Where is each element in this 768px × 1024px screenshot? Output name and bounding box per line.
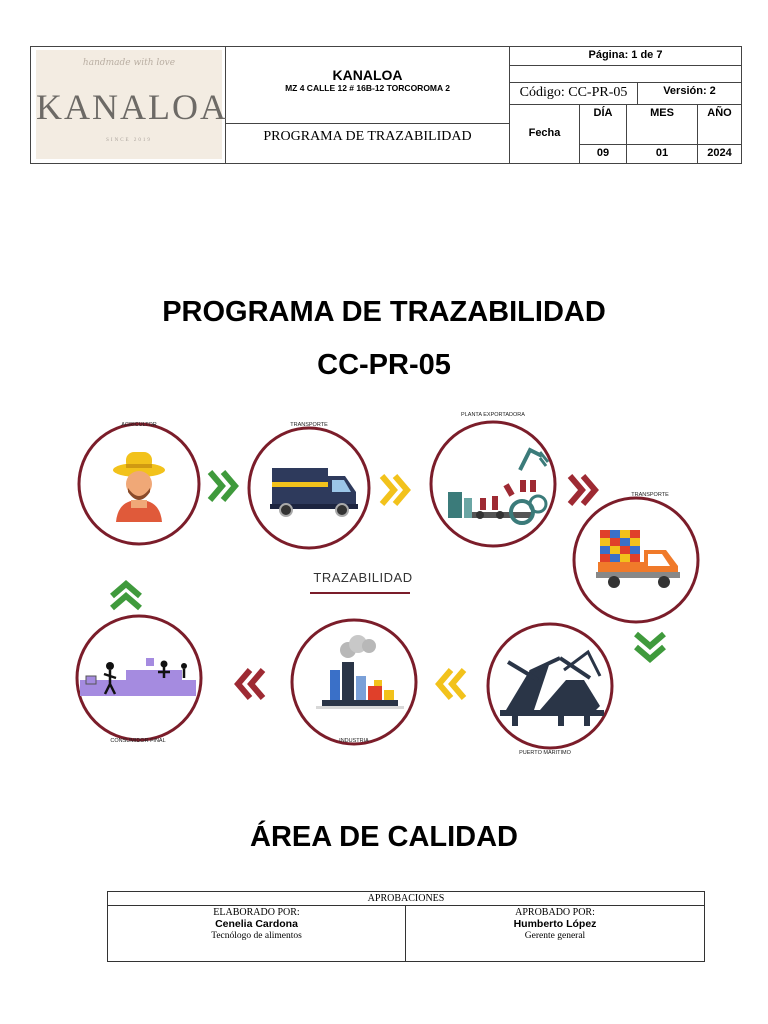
step-label-transport: TRANSPORTE	[290, 422, 328, 428]
chevron-left-icon	[439, 670, 464, 698]
chevron-left-icon	[238, 670, 263, 698]
prepared-by-role: Tecnólogo de alimentos	[211, 931, 302, 941]
doc-title: PROGRAMA DE TRAZABILIDAD	[263, 129, 472, 144]
logo-wordmark: KANALOA	[36, 87, 228, 127]
year-label: AÑO	[707, 107, 732, 119]
chevron-right-icon	[570, 476, 595, 504]
chevron-down-icon	[636, 634, 664, 659]
diagram-center-underline	[310, 592, 410, 594]
logo-cell	[31, 47, 226, 163]
step-label-port: PUERTO MARITIMO	[519, 750, 571, 756]
approvals-heading: APROBACIONES	[108, 892, 704, 906]
approved-by-name: Humberto López	[513, 918, 597, 930]
blank-row	[510, 66, 741, 83]
prepared-by-label: ELABORADO POR:	[213, 907, 300, 918]
diagram-svg	[60, 400, 720, 780]
prepared-by-name: Cenelia Cardona	[215, 918, 298, 930]
doc-title-cell	[226, 123, 510, 163]
code-title: CC-PR-05	[317, 349, 451, 381]
day-label: DÍA	[580, 105, 627, 144]
diagram-center-title: TRAZABILIDAD	[313, 570, 413, 585]
area-title: ÁREA DE CALIDAD	[250, 821, 518, 853]
approved-by-label: APROBADO POR:	[515, 907, 595, 918]
step-circle-industry	[292, 620, 416, 744]
month-label: MES	[627, 105, 698, 144]
company-cell	[226, 47, 510, 123]
approved-by-cell	[406, 905, 704, 961]
day-value: 09	[580, 144, 627, 163]
document-version: Versión: 2	[638, 83, 741, 105]
document-code: Código: CC-PR-05	[510, 83, 638, 105]
prepared-by-cell	[108, 905, 406, 961]
approvals-table	[107, 891, 705, 962]
month-value: 01	[627, 144, 698, 163]
step-circle-plant	[431, 422, 555, 546]
chevron-up-icon	[112, 584, 140, 608]
main-title: PROGRAMA DE TRAZABILIDAD	[162, 296, 606, 328]
date-label: Fecha	[510, 105, 580, 163]
page-number: Página: 1 de 7	[510, 47, 741, 66]
company-address: MZ 4 CALLE 12 # 16B-12 TORCOROMA 2	[285, 83, 450, 93]
step-circle-transport	[249, 428, 369, 548]
step-circle-port	[488, 624, 612, 748]
step-label-farmer: AGRICULTOR	[121, 422, 157, 428]
step-label-industry: INDUSTRIA	[339, 738, 369, 744]
logo-since: SINCE 2019	[106, 138, 152, 143]
chevron-right-icon	[382, 476, 407, 504]
traceability-diagram	[60, 400, 720, 780]
step-circle-farmer	[79, 424, 199, 544]
approved-by-role: Gerente general	[524, 931, 586, 941]
chevron-right-icon	[210, 472, 235, 500]
company-name: KANALOA	[332, 67, 403, 83]
year-value: 2024	[698, 144, 741, 163]
logo-tagline: handmade with love	[82, 58, 176, 68]
document-header	[30, 46, 742, 164]
step-circle-transport-2	[574, 498, 698, 622]
step-label-consumer: CONSUMIDOR FINAL	[110, 738, 166, 744]
step-label-plant: PLANTA EXPORTADORA	[461, 412, 525, 418]
step-circle-consumer	[77, 616, 201, 740]
company-logo	[36, 50, 228, 159]
step-label-transport-2: TRANSPORTE	[631, 492, 669, 498]
